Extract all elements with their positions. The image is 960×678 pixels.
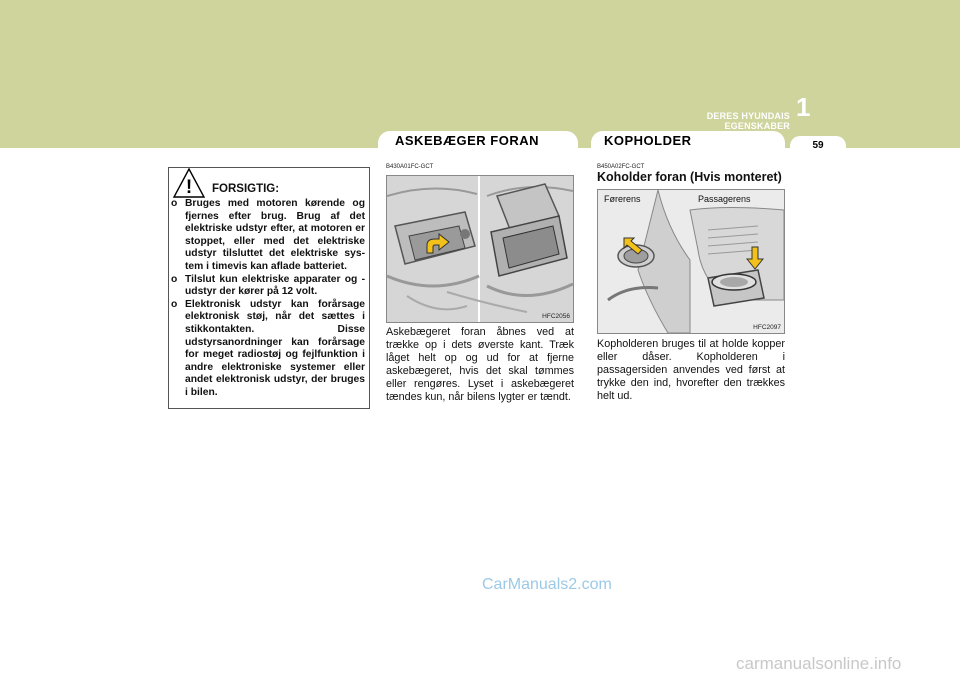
caption-passenger: Passagerens (698, 194, 751, 204)
page-number: 59 (812, 140, 824, 151)
warning-triangle-icon (172, 167, 206, 199)
warning-item: o Bruges med motoren kørende og fjernes efter brug. Brug af det elektriske udstyr efter, at motoren er stoppet, eller med det elektriske udstyr tilsluttet det elektriske sys-tem i timevis kan aflade batteriet. (171, 198, 365, 272)
cupholder-figure (597, 189, 785, 334)
warning-sign-mark: ! (185, 177, 193, 198)
ashtray-figure (386, 175, 574, 323)
bullet: o (171, 273, 178, 285)
cupholder-text: Kopholderen bruges til at holde kopper eller dåser. Kopholderen i passagersiden anvendes ved først at trykke den ind, hvorefter den trækkes helt ud. (597, 338, 785, 402)
passenger-arrow-icon (746, 246, 764, 270)
caption-driver: Førerens (604, 194, 641, 204)
section-title-ashtray: ASKEBÆGER FORAN (395, 133, 540, 148)
warning-item: o Elektronisk udstyr kan forårsage elektronisk støj, når det sættes i stikkontakten. Disse udstyrsanordninger kan forårsage for meget radiostøj og fejlfunktion i andre elektroniske systemer eller andet elektronisk udstyr, der bruges i bilen. (171, 298, 365, 398)
cupholder-code: B450A02FC-GCT (597, 164, 645, 170)
ashtray-code: B430A01FC-GCT (386, 164, 434, 170)
warning-title: FORSIGTIG: (212, 183, 280, 195)
ashtray-figure-code: HFC2056 (542, 313, 570, 320)
driver-arrow-icon (622, 236, 644, 256)
cupholder-figure-code: HFC2097 (753, 324, 781, 331)
bullet: o (171, 198, 178, 209)
section-title-cupholder: KOPHOLDER (604, 133, 692, 148)
ashtray-text: Askebægeret foran åbnes ved at trække op i dets øverste kant. Træk låget helt op og ud for at fjerne askebægeret, hvis det skal tømmes eller rengøres. Lyset i askebægeret tændes kun, når bilens lygter er tændt. (386, 326, 574, 403)
cupholder-subtitle: Koholder foran (Hvis monteret) (597, 170, 782, 184)
warning-list (171, 198, 365, 400)
chapter-number: 1 (796, 92, 811, 122)
ashtray-arrow-icon (425, 233, 451, 255)
watermark-carmanuals2: CarManuals2.com (482, 576, 612, 593)
chapter-title: DERES HYUNDAIS EGENSKABER (706, 111, 790, 131)
warning-item: o Tilslut kun elektriske apparater og -udstyr der kører på 12 volt. (171, 273, 365, 298)
bullet: o (171, 298, 178, 310)
ashtray-illustration (387, 176, 573, 322)
header-band (0, 0, 960, 148)
watermark-carmanualsonline: carmanualsonline.info (736, 654, 902, 673)
